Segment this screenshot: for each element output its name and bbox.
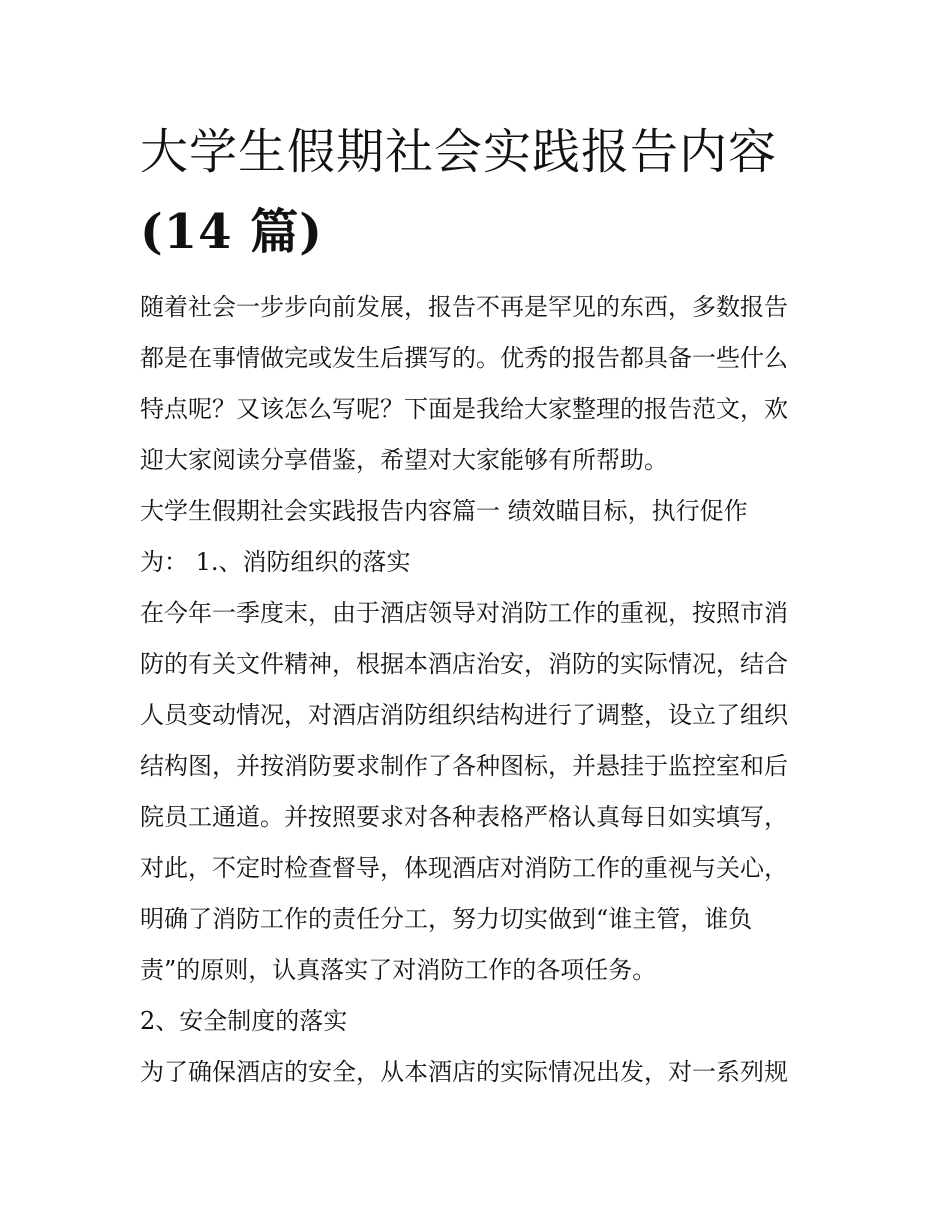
document-content <box>140 112 820 1098</box>
text-line: 人员变动情况，对酒店消防组织结构进行了调整，设立了组织 <box>140 701 788 729</box>
section-heading-line: 为： 1.、消防组织的落实 <box>140 548 411 576</box>
text-line: 迎大家阅读分享借鉴，希望对大家能够有所帮助。 <box>140 446 668 474</box>
document-title <box>140 112 820 272</box>
section-heading-line: 大学生假期社会实践报告内容篇一 绩效瞄目标，执行促作 <box>140 497 748 525</box>
text-line: 院员工通道。并按照要求对各种表格严格认真每日如实填写， <box>140 803 788 831</box>
text-line: 结构图，并按消防要求制作了各种图标，并悬挂于监控室和后 <box>140 752 788 780</box>
text-line: 都是在事情做完或发生后撰写的。优秀的报告都具备一些什么 <box>140 344 788 372</box>
text-line: 随着社会一步步向前发展，报告不再是罕见的东西，多数报告 <box>140 293 788 321</box>
text-line: 明确了消防工作的责任分工，努力切实做到“谁主管，谁负 <box>140 905 753 933</box>
title-line-2: (14 篇) <box>140 204 323 260</box>
body-text <box>140 282 820 1098</box>
text-line: 为了确保酒店的安全，从本酒店的实际情况出发，对一系列规 <box>140 1058 788 1086</box>
subheading-line: 2、安全制度的落实 <box>140 1007 348 1035</box>
title-line-1: 大学生假期社会实践报告内容 <box>140 124 778 180</box>
text-line: 在今年一季度末，由于酒店领导对消防工作的重视，按照市消 <box>140 599 788 627</box>
text-line: 特点呢？又该怎么写呢？下面是我给大家整理的报告范文，欢 <box>140 395 788 423</box>
text-line: 对此，不定时检查督导，体现酒店对消防工作的重视与关心， <box>140 854 788 882</box>
text-line: 防的有关文件精神，根据本酒店治安，消防的实际情况，结合 <box>140 650 788 678</box>
text-line: 责”的原则，认真落实了对消防工作的各项任务。 <box>140 956 657 984</box>
